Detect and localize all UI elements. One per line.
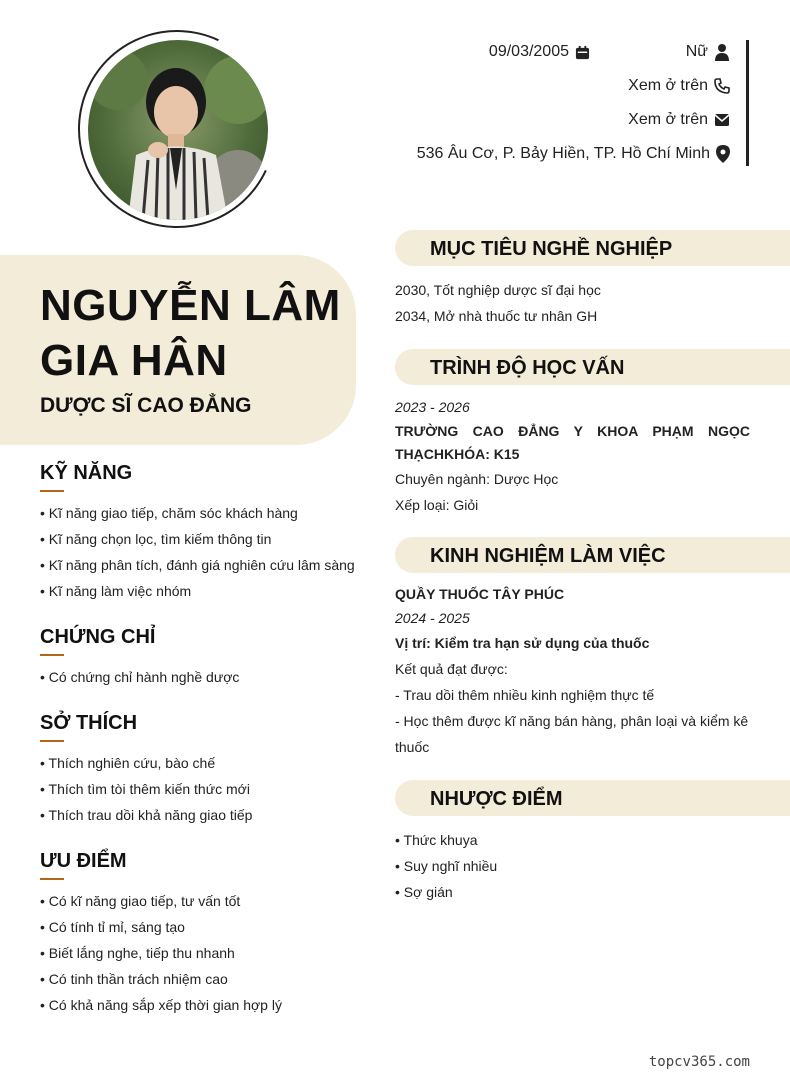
strengths-heading: ƯU ĐIỂM [40, 850, 127, 872]
contact-email [628, 109, 730, 131]
objective-line: 2034, Mở nhà thuốc tư nhân GH [395, 308, 598, 324]
person-icon [714, 43, 730, 61]
calendar-icon [575, 45, 590, 60]
list-item: • Suy nghĩ nhiều [395, 858, 498, 874]
education-period: 2023 - 2026 [395, 399, 470, 415]
list-item: • Có tinh thần trách nhiệm cao [40, 971, 228, 987]
list-item: • Sợ gián [395, 884, 453, 900]
experience-position: Vị trí: Kiểm tra hạn sử dụng của thuốc [395, 635, 650, 651]
profile-photo-illustration [88, 40, 268, 220]
list-item: • Kĩ năng làm việc nhóm [40, 583, 192, 599]
list-item: • Kĩ năng phân tích, đánh giá nghiên cứu lâm sàng [40, 557, 355, 573]
list-item: • Thích trau dồi khả năng giao tiếp [40, 807, 253, 823]
list-item: • Có tính tỉ mỉ, sáng tạo [40, 919, 185, 935]
experience-result: - Trau dồi thêm nhiều kinh nghiệm thực tế [395, 687, 655, 703]
strengths-list [40, 888, 360, 1018]
weaknesses-heading: NHƯỢC ĐIỂM [430, 788, 563, 810]
list-item: • Thích nghiên cứu, bào chế [40, 755, 216, 771]
phone-icon [714, 78, 730, 94]
list-item: • Thức khuya [395, 832, 478, 848]
phone-text: Xem ở trên [628, 77, 708, 94]
contact-gender [686, 41, 730, 63]
footer-watermark: topcv365.com [648, 1054, 750, 1070]
experience-result: - Học thêm được kĩ năng bán hàng, phân loại và kiểm kê thuốc [395, 713, 749, 755]
contact-address [417, 143, 730, 165]
hobbies-list [40, 750, 360, 828]
location-pin-icon [716, 145, 730, 163]
full-name [40, 278, 341, 388]
envelope-icon [714, 113, 730, 127]
contact-phone [628, 75, 730, 97]
experience-body [395, 582, 750, 760]
gender-text: Nữ [685, 43, 708, 60]
education-major: Chuyên ngành: Dược Học [395, 471, 559, 487]
education-heading: TRÌNH ĐỘ HỌC VẤN [430, 357, 625, 379]
list-item: • Có kĩ năng giao tiếp, tư vấn tốt [40, 893, 241, 909]
name-line-2: GIA HÂN [40, 336, 228, 385]
skills-underline [40, 490, 64, 492]
address-text: 536 Âu Cơ, P. Bảy Hiền, TP. Hồ Chí Minh [416, 145, 710, 162]
list-item: • Kĩ năng chọn lọc, tìm kiếm thông tin [40, 531, 272, 547]
certificates-list [40, 664, 360, 690]
certificates-heading: CHỨNG CHỈ [40, 626, 156, 648]
list-item: • Biết lắng nghe, tiếp thu nhanh [40, 945, 235, 961]
experience-heading: KINH NGHIỆM LÀM VIỆC [430, 545, 666, 567]
weaknesses-list [395, 827, 715, 905]
list-item: • Thích tìm tòi thêm kiến thức mới [40, 781, 250, 797]
list-item: • Có khả năng sắp xếp thời gian hợp lý [40, 997, 282, 1013]
skills-heading: KỸ NĂNG [40, 462, 133, 484]
profile-photo [88, 40, 268, 220]
experience-period: 2024 - 2025 [395, 610, 470, 626]
objective-body [395, 277, 750, 329]
certificates-underline [40, 654, 64, 656]
education-school: TRƯỜNG CAO ĐẲNG Y KHOA PHẠM NGỌC THẠCHKHÓA: K15 [395, 423, 750, 462]
list-item: • Có chứng chỉ hành nghề dược [40, 669, 240, 685]
objective-line: 2030, Tốt nghiệp dược sĩ đại học [395, 282, 601, 298]
job-title: DƯỢC SĨ CAO ĐẲNG [40, 394, 252, 417]
name-line-1: NGUYỄN LÂM [40, 281, 341, 330]
dob-text: 09/03/2005 [488, 43, 569, 60]
contact-side-bar [746, 40, 749, 166]
contact-dob [489, 41, 590, 63]
skills-list [40, 500, 360, 604]
education-rank: Xếp loại: Giỏi [395, 497, 479, 513]
experience-results-label: Kết quả đạt được: [395, 661, 508, 677]
experience-company: QUẦY THUỐC TÂY PHÚC [395, 586, 565, 602]
hobbies-heading: SỞ THÍCH [40, 712, 138, 734]
education-body [395, 394, 750, 518]
hobbies-underline [40, 740, 64, 742]
objective-heading: MỤC TIÊU NGHỀ NGHIỆP [430, 238, 673, 260]
email-text: Xem ở trên [628, 111, 708, 128]
list-item: • Kĩ năng giao tiếp, chăm sóc khách hàng [40, 505, 298, 521]
strengths-underline [40, 878, 64, 880]
